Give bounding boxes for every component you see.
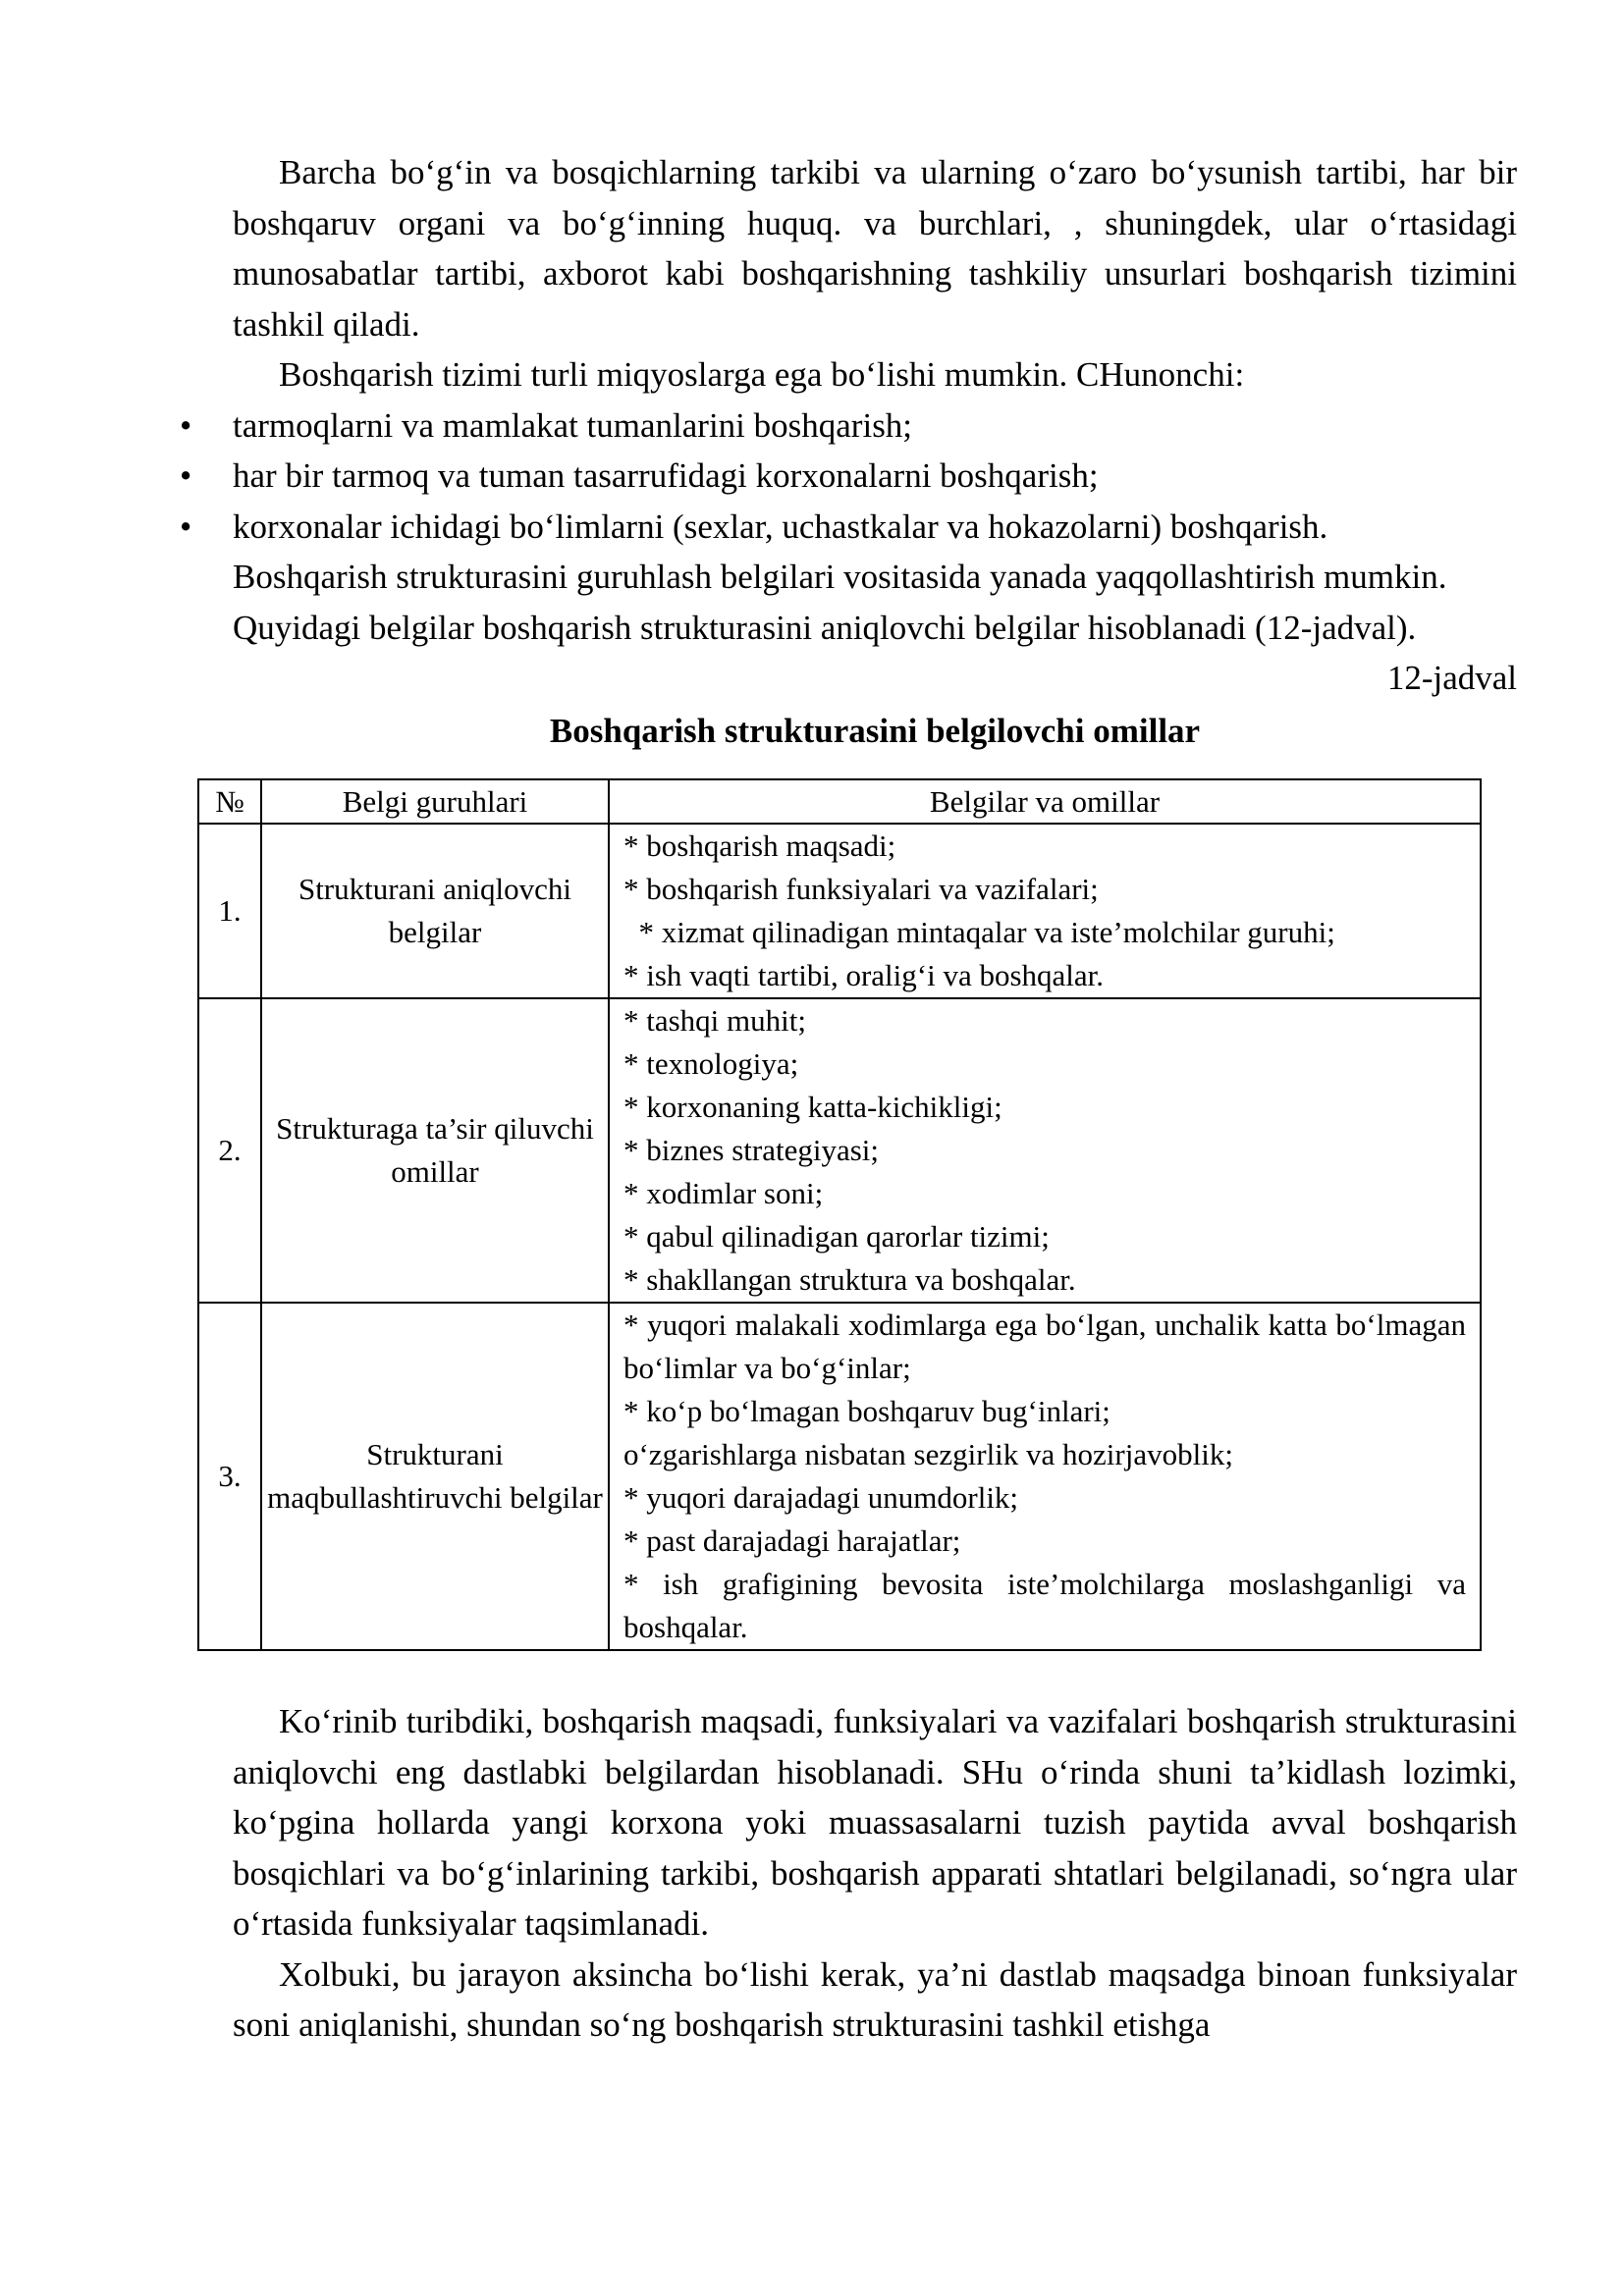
factor-item: * xizmat qilinadigan mintaqalar va iste’molchilar guruhi; [623,915,1335,949]
factor-item: * boshqarish funksiyalari va vazifalari; [623,872,1099,906]
factor-item: * biznes strategiyasi; [623,1133,879,1167]
header-items: Belgilar va omillar [609,779,1481,824]
scope-bullet-list [180,400,1517,553]
row-number: 2. [198,998,261,1303]
factor-item: * ish vaqti tartibi, oralig‘i va boshqalar. [623,958,1105,992]
factor-item: * boshqarish maqsadi; [623,828,896,863]
row-items [609,824,1481,998]
row-number: 1. [198,824,261,998]
table-row [198,998,1481,1303]
table-row [198,1303,1481,1650]
intro-paragraph-2: Boshqarish tizimi turli miqyoslarga ega bo‘lishi mumkin. CHunonchi: [279,355,1245,394]
bullet-text: tarmoqlarni va mamlakat tumanlarini boshqarish; [233,405,913,445]
conclusion-paragraph-2: Xolbuki, bu jarayon aksincha bo‘lishi kerak, ya’ni dastlab maqsadga binoan funksiyalar soni aniqlanishi, shundan so‘ng boshqarish strukturasini tashkil etishga [233,1954,1517,2044]
factors-table [197,778,1482,1651]
factor-item: * shakllangan struktura va boshqalar. [623,1262,1076,1297]
factor-item: * texnologiya; [623,1046,799,1081]
conclusion-paragraph-1: Ko‘rinib turibdiki, boshqarish maqsadi, funksiyalari va vazifalari boshqarish strukturasini aniqlovchi eng dastlabki belgilardan hisoblanadi. SHu o‘rinda shuni ta’kidlash lozimki, ko‘pgina hollarda yangi korxona yoki muassasalarni tuzish paytida avval boshqarish bosqichlari va bo‘g‘inlarining tarkibi, boshqarish apparati shtatlari belgilanadi, so‘ngra ular o‘rtasida funksiyalar taqsimlanadi. [233,1702,1517,1943]
factor-item: * qabul qilinadigan qarorlar tizimi; [623,1219,1050,1254]
header-num: № [198,779,261,824]
factor-item: * yuqori darajadagi unumdorlik; [623,1480,1019,1515]
row-group: Strukturani aniqlovchi belgilar [261,824,609,998]
header-group: Belgi guruhlari [261,779,609,824]
bullet-item [180,451,1517,502]
intro-paragraph-3: Boshqarish strukturasini guruhlash belgilari vositasida yanada yaqqollashtirish mumkin. Quyidagi belgilar boshqarish strukturasini aniqlovchi belgilar hisoblanadi (12-jadval). [233,558,1447,647]
row-number: 3. [198,1303,261,1650]
row-items [609,1303,1481,1650]
factor-item: * yuqori malakali xodimlarga ega bo‘lgan, unchalik katta bo‘lmagan bo‘limlar va bo‘g‘inlar; [623,1308,1466,1385]
table-row [198,824,1481,998]
table-header-row [198,779,1481,824]
factor-item: o‘zgarishlarga nisbatan sezgirlik va hozirjavoblik; [623,1437,1233,1471]
factor-item: * tashqi muhit; [623,1003,806,1038]
row-items [609,998,1481,1303]
bullet-marker: • [180,405,192,445]
factor-item: * xodimlar soni; [623,1176,824,1210]
bullet-text: korxonalar ichidagi bo‘limlarni (sexlar, uchastkalar va hokazolarni) boshqarish. [233,507,1328,546]
row-group: Strukturaga ta’sir qiluvchi omillar [261,998,609,1303]
bullet-item [180,400,1517,452]
document-page [180,147,1517,2051]
factor-item: * past darajadagi harajatlar; [623,1523,961,1558]
bullet-marker: • [180,456,192,495]
factor-item: * korxonaning katta-kichikligi; [623,1090,1002,1124]
bullet-item [180,502,1517,553]
row-group: Strukturani maqbullashtiruvchi belgilar [261,1303,609,1650]
intro-paragraph-1: Barcha bo‘g‘in va bosqichlarning tarkibi va ularning o‘zaro bo‘ysunish tartibi, har bir boshqaruv organi va bo‘g‘inning huquq. va burchlari, , shuningdek, ular o‘rtasidagi munosabatlar tartibi, axborot kabi boshqarishning tashkiliy unsurlari boshqarish tizimini tashkil qiladi. [233,153,1517,344]
conclusion-section [233,1696,1517,2051]
bullet-text: har bir tarmoq va tuman tasarrufidagi korxonalarni boshqarish; [233,456,1099,495]
bullet-marker: • [180,507,192,546]
table-number-label: 12-jadval [1386,659,1517,697]
factor-item: * ko‘p bo‘lmagan boshqaruv bug‘inlari; [623,1394,1110,1428]
table-title: Boshqarish strukturasini belgilovchi omillar [549,711,1201,750]
factor-item: * ish grafigining bevosita iste’molchilarga moslashganligi va boshqalar. [623,1567,1466,1644]
